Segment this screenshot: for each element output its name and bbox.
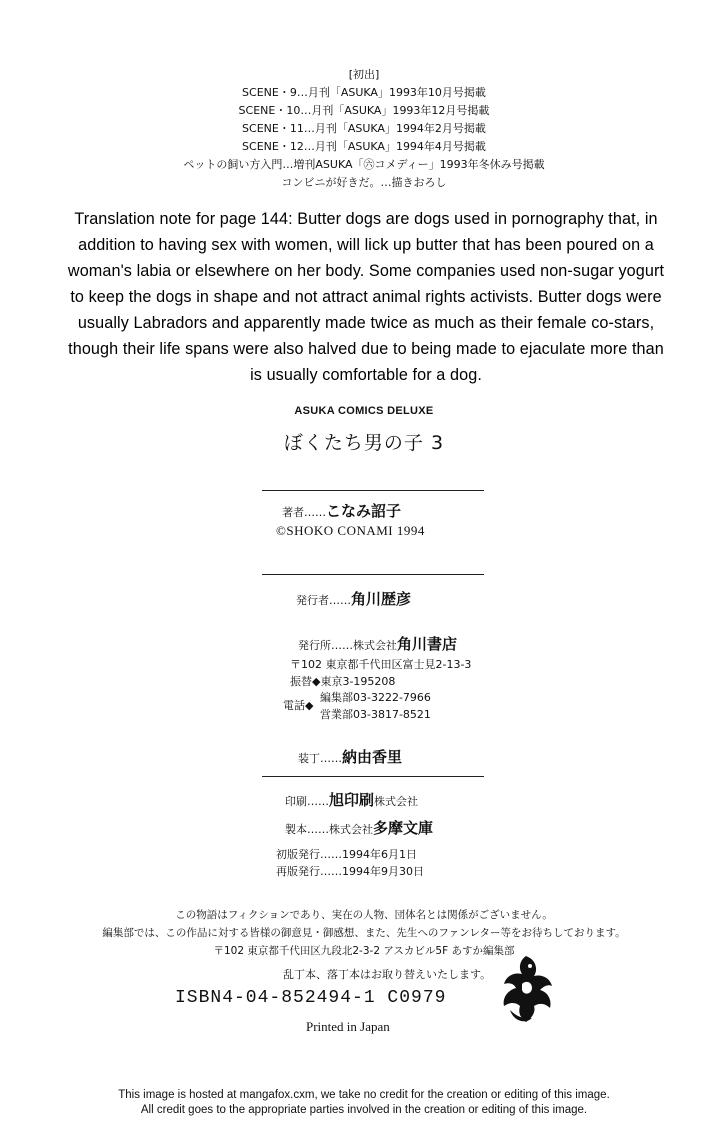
first-publication-line: SCENE・10…月刊「ASUKA」1993年12月号掲載 <box>238 104 490 117</box>
editorial-address: 〒102 東京都千代田区九段北2-3-2 アスカビル5F あすか編集部 <box>213 945 515 957</box>
first-publication-heading: [初出] <box>348 68 380 81</box>
first-publication-list <box>0 66 728 192</box>
credit-line: This image is hosted at mangafox.cxm, we take no credit for the creation or editing of this image. <box>118 1089 610 1101</box>
replacement-notice: 乱丁本、落丁本はお取り替えいたします。 <box>283 968 492 981</box>
phone-label: 電話◆ <box>283 699 314 712</box>
printing-name: 旭印刷 <box>329 791 375 809</box>
author-row <box>282 500 401 521</box>
binding-design-label: 装丁…… <box>298 752 342 765</box>
first-publication-line: ペットの飼い方入門…増刊ASUKA「㊅コメディー」1993年冬休み号掲載 <box>183 158 545 171</box>
fanletter-notice: 編集部では、この作品に対する皆様の御意見・御感想、また、先生へのファンレター等をお待ちしております。 <box>102 927 626 939</box>
phone-editorial: 編集部03-3222-7966 <box>320 691 431 704</box>
bookbinding-row <box>285 817 433 838</box>
first-publication-line: SCENE・9…月刊「ASUKA」1993年10月号掲載 <box>242 86 486 99</box>
binding-design-row <box>298 746 402 767</box>
printed-in: Printed in Japan <box>306 1019 390 1034</box>
series-label: ASUKA COMICS DELUXE <box>294 405 434 417</box>
publisher-person-label: 発行者…… <box>296 594 351 607</box>
divider <box>262 574 484 575</box>
divider <box>262 490 484 491</box>
publisher-person-row <box>296 588 411 609</box>
author-label: 著者…… <box>282 506 326 519</box>
publisher-phoenix-logo <box>496 950 556 1030</box>
publisher-transfer: 振替◆東京3-195208 <box>290 675 396 688</box>
translation-note: Translation note for page 144: Butter dogs are dogs used in pornography that, in addition to having sex with women, will lick up butter that has been poured on a woman's labia or elsewhere on her body. Some companies used non-sugar yogurt to keep the dogs in shape and not attract animal rights activists. Butter dogs were usually Labradors and apparently made twice as much as their female co-stars, though their life spans were also halved due to being made to ejaculate more than is usually comfortable for a dog. <box>67 210 665 384</box>
bookbinding-label: 製本……株式会社 <box>285 823 373 836</box>
publisher-person-name: 角川歴彦 <box>351 590 412 608</box>
fiction-notice: この物語はフィクションであり、実在の人物、団体名とは関係がございません。 <box>175 909 553 921</box>
isbn: ISBN4-04-852494-1 C0979 <box>175 988 447 1008</box>
phone-sales: 営業部03-3817-8521 <box>320 708 431 721</box>
credit-line: All credit goes to the appropriate parties involved in the creation or editing of this image. <box>140 1104 588 1116</box>
first-edition: 初版発行……1994年6月1日 <box>276 848 417 861</box>
publisher-company-name: 角川書店 <box>397 635 458 653</box>
first-publication-line: コンビニが好きだ。…描きおろし <box>281 176 447 189</box>
printing-label: 印刷…… <box>285 795 329 808</box>
binding-design-name: 納由香里 <box>342 748 403 766</box>
printing-suffix: 株式会社 <box>374 795 419 808</box>
first-publication-line: SCENE・12…月刊「ASUKA」1994年4月号掲載 <box>242 140 486 153</box>
reprint-edition: 再版発行……1994年9月30日 <box>276 865 424 878</box>
publisher-company-row <box>298 633 457 654</box>
copyright: ©SHOKO CONAMI 1994 <box>276 523 425 538</box>
first-publication-line: SCENE・11…月刊「ASUKA」1994年2月号掲載 <box>242 122 486 135</box>
publisher-address: 〒102 東京都千代田区富士見2-13-3 <box>290 658 472 671</box>
author-name: こなみ詔子 <box>326 502 402 520</box>
bookbinding-name: 多摩文庫 <box>373 819 434 837</box>
book-title: ぼくたち男の子 3 <box>283 432 445 454</box>
publisher-company-label: 発行所……株式会社 <box>298 639 397 652</box>
divider <box>262 776 484 777</box>
printing-row <box>285 789 418 810</box>
